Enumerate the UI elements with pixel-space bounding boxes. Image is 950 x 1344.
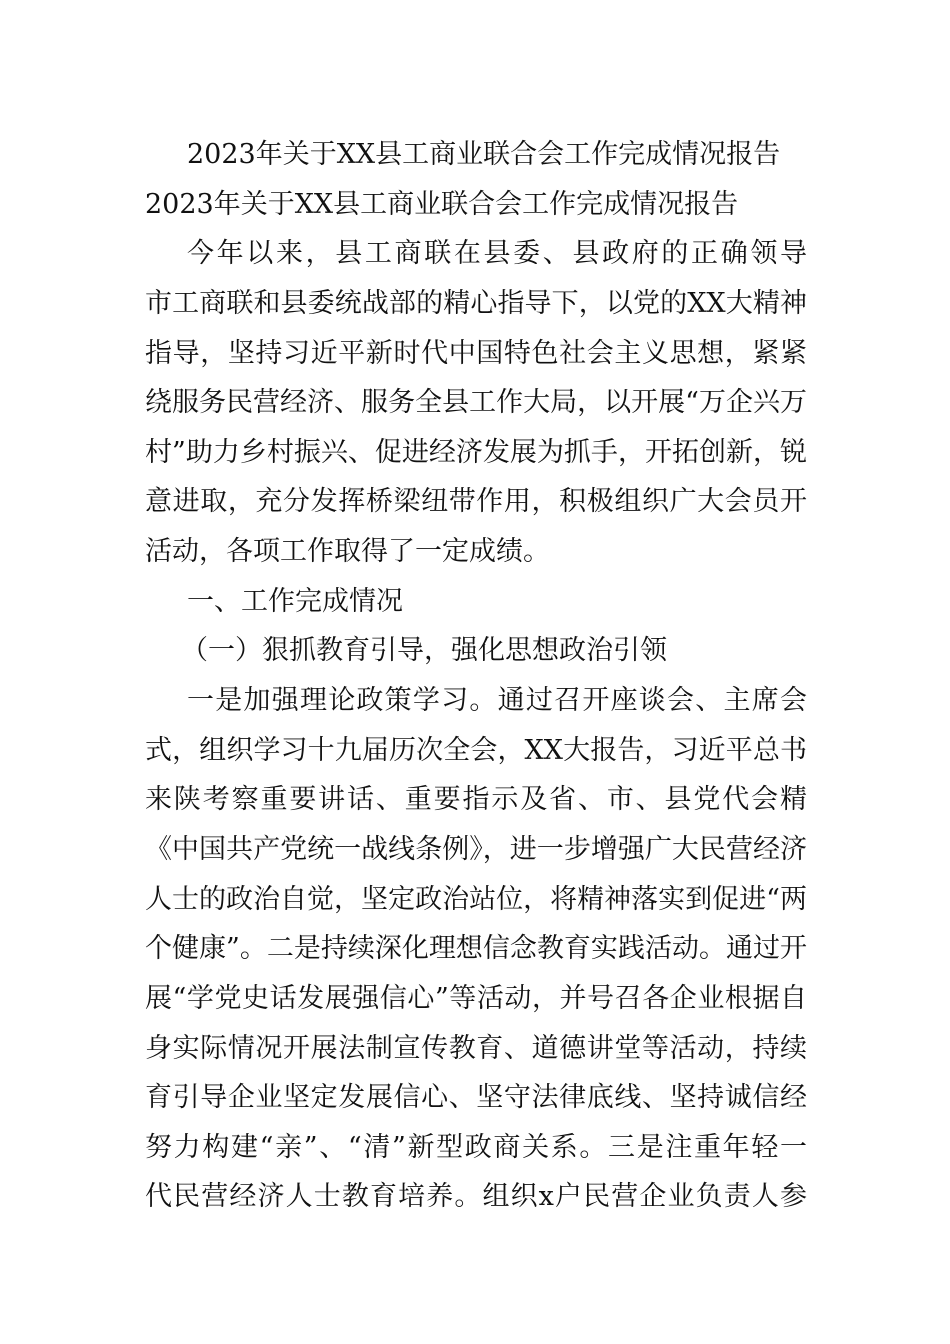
- paragraph-line: 来陕考察重要讲话、重要指示及省、市、县党代会精: [145, 784, 807, 816]
- paragraph-line: 代民营经济人士教育培养。组织x户民营企业负责人参: [145, 1181, 807, 1213]
- paragraph-line: 个健康”。二是持续深化理想信念教育实践活动。通过开: [145, 933, 807, 965]
- document-page: [145, 130, 807, 1222]
- paragraph-line: 《中国共产党统一战线条例》，进一步增强广大民营经济: [145, 833, 807, 865]
- paragraph-line: 努力构建“亲”、“清”新型政商关系。三是注重年轻一: [145, 1131, 807, 1163]
- paragraph-line: 式，组织学习十九届历次全会，XX大报告，习近平总书: [145, 734, 807, 766]
- document-title: 2023年关于XX县工商业联合会工作完成情况报告: [187, 139, 781, 170]
- paragraph-line: 指导，坚持习近平新时代中国特色社会主义思想，紧紧: [145, 337, 807, 369]
- section-heading: 一、工作完成情况: [187, 585, 403, 617]
- paragraph-line: 活动，各项工作取得了一定成绩。: [145, 536, 550, 568]
- paragraph-line: 市工商联和县委统战部的精心指导下，以党的XX大精神: [145, 287, 807, 319]
- paragraph-line: 人士的政治自觉，坚定政治站位，将精神落实到促进“两: [145, 883, 807, 915]
- paragraph-line: 今年以来，县工商联在县委、县政府的正确领导: [187, 238, 807, 270]
- paragraph-line: 育引导企业坚定发展信心、坚守法律底线、坚持诚信经: [145, 1082, 807, 1114]
- paragraph-line: 一是加强理论政策学习。通过召开座谈会、主席会: [187, 685, 807, 717]
- paragraph-line: 展“学党史话发展强信心”等活动，并号召各企业根据自: [145, 982, 807, 1014]
- paragraph-line: 意进取，充分发挥桥梁纽带作用，积极组织广大会员开: [145, 486, 807, 518]
- document-subtitle: 2023年关于XX县工商业联合会工作完成情况报告: [145, 188, 739, 220]
- subsection-heading: （一）狠抓教育引导，强化思想政治引领: [181, 635, 667, 667]
- paragraph-line: 绕服务民营经济、服务全县工作大局，以开展“万企兴万: [145, 387, 807, 419]
- paragraph-line: 村”助力乡村振兴、促进经济发展为抓手，开拓创新，锐: [145, 436, 807, 468]
- paragraph-line: 身实际情况开展法制宣传教育、道德讲堂等活动，持续: [145, 1032, 807, 1064]
